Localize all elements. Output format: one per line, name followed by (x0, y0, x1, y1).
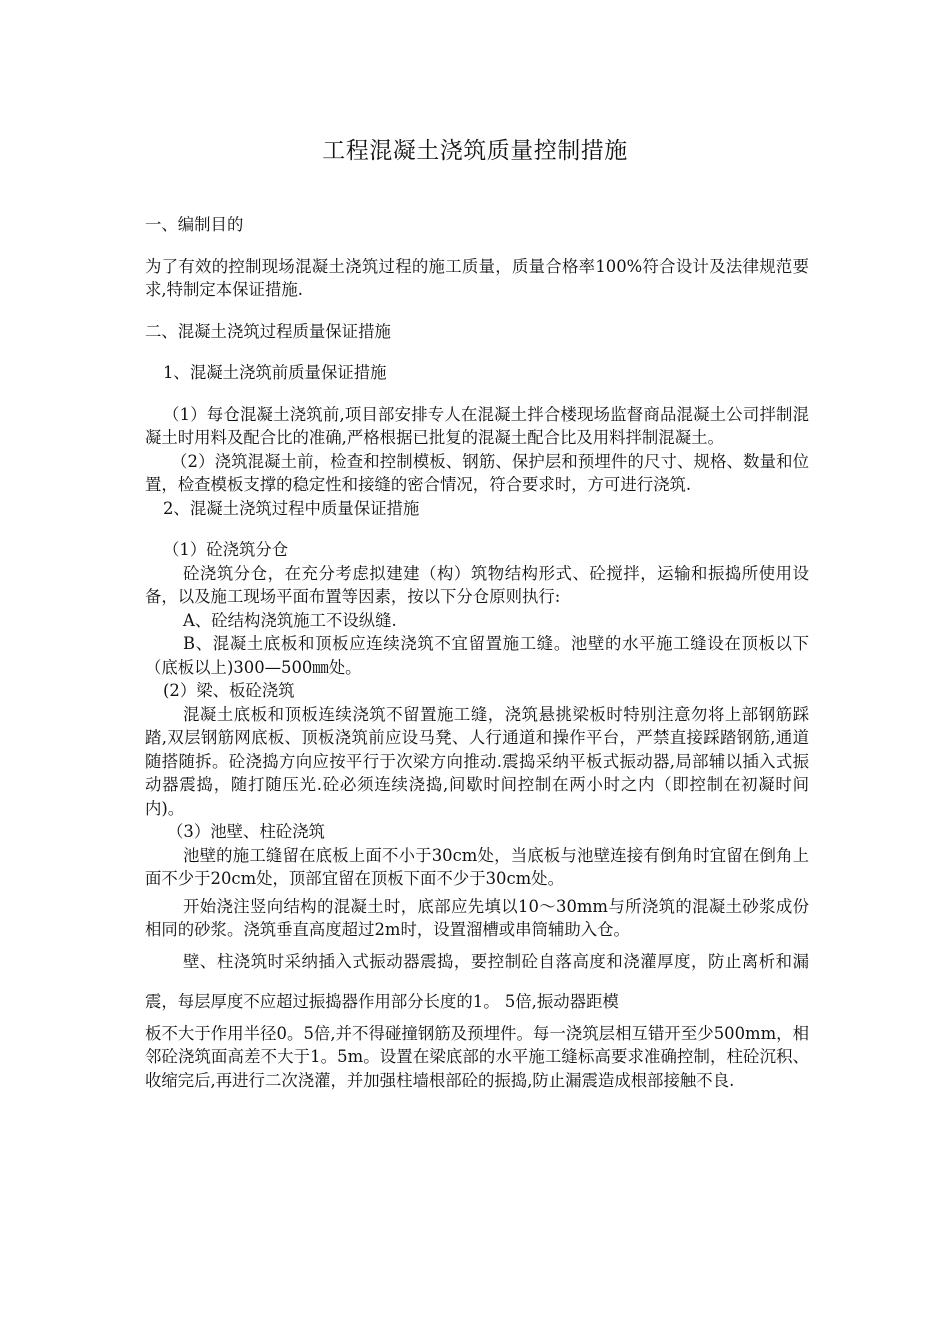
subsection-heading-2-1: 1、混凝土浇筑前质量保证措施 (163, 363, 387, 382)
item-2-2-1-paragraph: 砼浇筑分仓，在充分考虑拟建建（构）筑物结构形式、砼搅拌，运输和振捣所使用设备，以及施工现场平面布置等因素，按以下分仓原则执行: (145, 563, 809, 606)
item-2-2-3-paragraph-3-continued: 板不大于作用半径0。5倍,并不得碰撞钢筋及预埋件。每一浇筑层相互错开至少500mm，相邻砼浇筑面高差不大于1。5m。设置在梁底部的水平施工缝标高要求准确控制，柱砼沉积、收缩完后,再进行二次浇灌，并加强柱墙根部砼的振捣,防止漏震造成根部接触不良. (145, 1023, 809, 1090)
subsection-2-1-paragraph-2: （2）浇筑混凝土前，检查和控制模板、钢筋、保护层和预埋件的尺寸、规格、数量和位置，检查模板支撑的稳定性和接缝的密合情况，符合要求时，方可进行浇筑. (145, 451, 809, 494)
item-heading-2-2-1: （1）砼浇筑分仓 (163, 540, 289, 559)
item-2-2-3-paragraph-3-part-1: 壁、柱浇筑时采纳插入式振动器震捣，要控制砼自落高度和浇灌厚度，防止离析和漏震，每层厚度不应超过振捣器作用部分长度的1。 5倍,振动器距模 (145, 951, 809, 1011)
item-2-2-3-paragraph-3 (145, 942, 809, 1022)
item-2-2-3-paragraph-1: 池壁的施工缝留在底板上面不小于30cm处，当底板与池壁连接有倒角时宜留在倒角上面不少于20cm处，顶部宜留在顶板下面不少于30cm处。 (145, 845, 809, 888)
section-heading-1: 一、编制目的 (145, 215, 244, 234)
item-heading-2-2-2: (2）梁、板砼浇筑 (163, 681, 295, 700)
subsection-2-1-paragraph-1: （1）每仓混凝土浇筑前,项目部安排专人在混凝土拌合楼现场监督商品混凝土公司拌制混凝土时用料及配合比的准确,严格根据已批复的混凝土配合比及用料拌制混凝土。 (145, 404, 809, 447)
item-2-2-3-paragraph-2: 开始浇注竖向结构的混凝土时，底部应先填以10～30mm与所浇筑的混凝土砂浆成份相同的砂浆。浇筑垂直高度超过2m时，设置溜槽或串筒辅助入仓。 (145, 896, 809, 939)
document-title: 工程混凝土浇筑质量控制措施 (322, 138, 628, 164)
document-body (145, 213, 809, 1092)
item-heading-2-2-3: （3）池壁、柱砼浇筑 (167, 822, 325, 841)
item-2-2-1-point-b: B、混凝土底板和顶板应连续浇筑不宜留置施工缝。池壁的水平施工缝设在顶板以下（底板以上)300—500㎜处。 (145, 634, 809, 677)
subsection-heading-2-2: 2、混凝土浇筑过程中质量保证措施 (163, 498, 420, 518)
item-2-2-1-point-a: A、砼结构浇筑施工不设纵缝. (183, 610, 397, 630)
section-heading-2: 二、混凝土浇筑过程质量保证措施 (145, 321, 391, 341)
section-1-paragraph: 为了有效的控制现场混凝土浇筑过程的施工质量，质量合格率100%符合设计及法律规范要求,特制定本保证措施. (145, 256, 809, 299)
item-2-2-2-paragraph: 混凝土底板和顶板连续浇筑不留置施工缝，浇筑悬挑梁板时特别注意勿将上部钢筋踩踏,双层钢筋网底板、顶板浇筑前应设马凳、人行通道和操作平台，严禁直接踩踏钢筋,通道随搭随拆。砼浇捣方向应按平行于次梁方向推动.震捣采纳平板式振动器,局部辅以插入式振动器震捣，随打随压光.砼必须连续浇捣,间歇时间控制在两小时之内（即控制在初凝时间内)。 (145, 704, 809, 818)
